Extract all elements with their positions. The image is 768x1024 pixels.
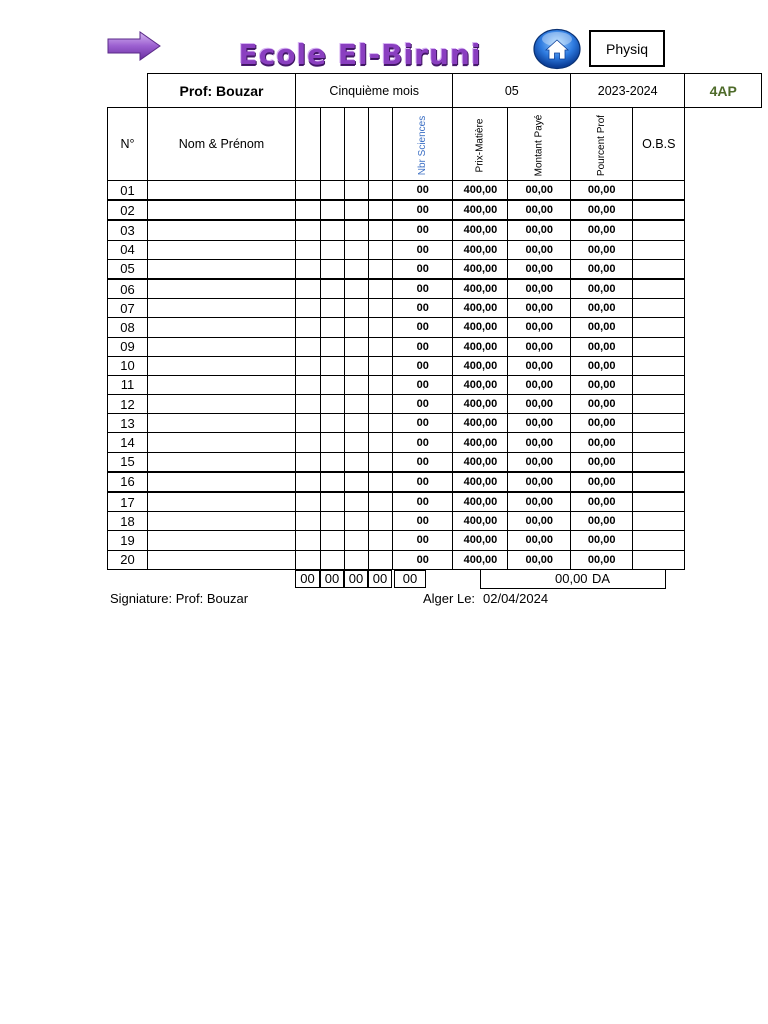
session-cell[interactable]	[345, 531, 369, 550]
amount-paid: 00,00	[508, 200, 571, 220]
session-cell[interactable]	[345, 452, 369, 472]
table-row	[108, 492, 762, 512]
prof-percent: 00,00	[571, 414, 633, 433]
session-cell[interactable]	[345, 433, 369, 452]
price: 400,00	[453, 414, 508, 433]
session-count: 00	[393, 395, 453, 414]
prof-percent: 00,00	[571, 299, 633, 318]
session-cell[interactable]	[369, 356, 393, 375]
row-number: 02	[108, 200, 148, 220]
prof-percent: 00,00	[571, 240, 633, 259]
col-sessions-label: Nbr Sciences	[417, 115, 429, 176]
session-cell[interactable]	[369, 492, 393, 512]
row-number: 07	[108, 299, 148, 318]
session-cell[interactable]	[321, 200, 345, 220]
session-cell[interactable]	[321, 318, 345, 337]
price: 400,00	[453, 356, 508, 375]
amount-paid: 00,00	[508, 472, 571, 492]
amount-paid: 00,00	[508, 318, 571, 337]
session-count: 00	[393, 240, 453, 259]
table-row	[108, 200, 762, 220]
obs-cell[interactable]	[633, 279, 685, 299]
amount-paid: 00,00	[508, 375, 571, 394]
obs-cell[interactable]	[633, 240, 685, 259]
session-cell[interactable]	[296, 414, 321, 433]
row-number: 15	[108, 452, 148, 472]
student-name-cell[interactable]	[148, 414, 296, 433]
amount-paid: 00,00	[508, 492, 571, 512]
table-row	[108, 181, 762, 201]
session-cell[interactable]	[321, 259, 345, 279]
total-currency: DA	[592, 571, 611, 586]
session-cell[interactable]	[369, 259, 393, 279]
session-cell[interactable]	[321, 395, 345, 414]
table-row	[108, 512, 762, 531]
obs-cell[interactable]	[633, 472, 685, 492]
session-cell[interactable]	[345, 200, 369, 220]
obs-cell[interactable]	[633, 414, 685, 433]
price: 400,00	[453, 512, 508, 531]
row-number: 16	[108, 472, 148, 492]
session-cell[interactable]	[321, 452, 345, 472]
obs-cell[interactable]	[633, 200, 685, 220]
price: 400,00	[453, 395, 508, 414]
col-sessions-count	[393, 108, 453, 181]
session-cell[interactable]	[345, 356, 369, 375]
session-cell[interactable]	[369, 299, 393, 318]
session-cell[interactable]	[345, 472, 369, 492]
row-number: 05	[108, 259, 148, 279]
table-row	[108, 220, 762, 240]
student-name-cell[interactable]	[148, 181, 296, 201]
table-row	[108, 318, 762, 337]
table-row	[108, 356, 762, 375]
student-name-cell[interactable]	[148, 356, 296, 375]
table-row	[108, 279, 762, 299]
session-cell[interactable]	[296, 472, 321, 492]
price: 400,00	[453, 531, 508, 550]
session-cell[interactable]	[296, 531, 321, 550]
session-count: 00	[393, 356, 453, 375]
price: 400,00	[453, 259, 508, 279]
session-count: 00	[393, 200, 453, 220]
price: 400,00	[453, 181, 508, 201]
session-cell[interactable]	[296, 452, 321, 472]
obs-cell[interactable]	[633, 356, 685, 375]
col-obs: O.B.S	[633, 108, 685, 181]
col-percent-label: Pourcent Prof	[596, 114, 608, 177]
price: 400,00	[453, 200, 508, 220]
session-cell[interactable]	[369, 512, 393, 531]
session-count: 00	[393, 375, 453, 394]
session-cell[interactable]	[321, 220, 345, 240]
session-cell[interactable]	[296, 395, 321, 414]
total-session-2: 00	[320, 570, 344, 588]
student-name-cell[interactable]	[148, 452, 296, 472]
session-count: 00	[393, 220, 453, 240]
session-cell[interactable]	[369, 550, 393, 569]
row-number: 12	[108, 395, 148, 414]
price: 400,00	[453, 337, 508, 356]
session-cell[interactable]	[296, 318, 321, 337]
row-number: 19	[108, 531, 148, 550]
session-cell[interactable]	[369, 318, 393, 337]
session-cell[interactable]	[296, 550, 321, 569]
session-cell[interactable]	[345, 395, 369, 414]
table-row	[108, 414, 762, 433]
amount-paid: 00,00	[508, 356, 571, 375]
session-cell[interactable]	[296, 375, 321, 394]
session-cell[interactable]	[321, 492, 345, 512]
signature: Signiature: Prof: Bouzar	[110, 591, 249, 606]
total-amount: 00,00	[555, 571, 588, 586]
prof-percent: 00,00	[571, 259, 633, 279]
row-number: 13	[108, 414, 148, 433]
student-name-cell[interactable]	[148, 299, 296, 318]
prof-percent: 00,00	[571, 279, 633, 299]
total-session-1: 00	[295, 570, 320, 588]
prof-percent: 00,00	[571, 337, 633, 356]
student-name-cell[interactable]	[148, 337, 296, 356]
amount-paid: 00,00	[508, 337, 571, 356]
col-paid-label: Montant Payé	[533, 114, 545, 177]
session-count: 00	[393, 452, 453, 472]
session-cell[interactable]	[369, 414, 393, 433]
obs-cell[interactable]	[633, 181, 685, 201]
col-name: Nom & Prénom	[148, 108, 296, 181]
session-cell[interactable]	[296, 220, 321, 240]
session-cell[interactable]	[369, 337, 393, 356]
row-number: 10	[108, 356, 148, 375]
col-session	[369, 108, 393, 181]
col-session	[296, 108, 321, 181]
table-row	[108, 472, 762, 492]
session-cell[interactable]	[321, 375, 345, 394]
row-number: 11	[108, 375, 148, 394]
obs-cell[interactable]	[633, 395, 685, 414]
session-cell[interactable]	[321, 531, 345, 550]
prof-percent: 00,00	[571, 550, 633, 569]
corner-cell	[108, 74, 148, 108]
prof-percent: 00,00	[571, 356, 633, 375]
obs-cell[interactable]	[633, 318, 685, 337]
table-row	[108, 337, 762, 356]
session-cell[interactable]	[296, 299, 321, 318]
student-name-cell[interactable]	[148, 200, 296, 220]
table-row	[108, 240, 762, 259]
row-number: 14	[108, 433, 148, 452]
row-number: 03	[108, 220, 148, 240]
session-cell[interactable]	[296, 492, 321, 512]
table-row	[108, 395, 762, 414]
session-cell[interactable]	[296, 181, 321, 201]
session-cell[interactable]	[345, 550, 369, 569]
session-count: 00	[393, 318, 453, 337]
student-name-cell[interactable]	[148, 220, 296, 240]
session-count: 00	[393, 492, 453, 512]
prof-percent: 00,00	[571, 375, 633, 394]
session-cell[interactable]	[345, 181, 369, 201]
obs-cell[interactable]	[633, 492, 685, 512]
prof-percent: 00,00	[571, 433, 633, 452]
amount-paid: 00,00	[508, 395, 571, 414]
session-cell[interactable]	[369, 220, 393, 240]
row-number: 08	[108, 318, 148, 337]
session-count: 00	[393, 337, 453, 356]
column-header-row	[108, 108, 762, 181]
prof-percent: 00,00	[571, 472, 633, 492]
table-row	[108, 550, 762, 569]
amount-paid: 00,00	[508, 531, 571, 550]
session-cell[interactable]	[296, 200, 321, 220]
prof-percent: 00,00	[571, 220, 633, 240]
amount-paid: 00,00	[508, 181, 571, 201]
school-title: Ecole El-Biruni	[238, 38, 482, 71]
table-row	[108, 452, 762, 472]
session-cell[interactable]	[321, 414, 345, 433]
prof-percent: 00,00	[571, 318, 633, 337]
price: 400,00	[453, 492, 508, 512]
session-cell[interactable]	[345, 337, 369, 356]
right-arrow-icon[interactable]	[106, 30, 162, 62]
amount-paid: 00,00	[508, 240, 571, 259]
obs-cell[interactable]	[633, 531, 685, 550]
session-cell[interactable]	[296, 433, 321, 452]
col-percent	[571, 108, 633, 181]
session-cell[interactable]	[321, 181, 345, 201]
prof-percent: 00,00	[571, 492, 633, 512]
row-number: 01	[108, 181, 148, 201]
obs-cell[interactable]	[633, 375, 685, 394]
student-name-cell[interactable]	[148, 433, 296, 452]
prof-percent: 00,00	[571, 200, 633, 220]
amount-paid: 00,00	[508, 259, 571, 279]
session-count: 00	[393, 433, 453, 452]
session-cell[interactable]	[321, 550, 345, 569]
session-cell[interactable]	[369, 395, 393, 414]
session-count: 00	[393, 531, 453, 550]
price: 400,00	[453, 375, 508, 394]
session-cell[interactable]	[296, 337, 321, 356]
place-label: Alger Le:	[423, 591, 476, 606]
price: 400,00	[453, 240, 508, 259]
session-cell[interactable]	[296, 259, 321, 279]
prof-name: Prof: Bouzar	[148, 74, 296, 108]
session-count: 00	[393, 414, 453, 433]
subject-box: Physiq	[589, 30, 665, 67]
price: 400,00	[453, 472, 508, 492]
obs-cell[interactable]	[633, 512, 685, 531]
price: 400,00	[453, 220, 508, 240]
session-cell[interactable]	[321, 337, 345, 356]
student-name-cell[interactable]	[148, 240, 296, 259]
student-rows	[108, 181, 762, 570]
student-name-cell[interactable]	[148, 492, 296, 512]
row-number: 09	[108, 337, 148, 356]
session-cell[interactable]	[321, 279, 345, 299]
obs-cell[interactable]	[633, 550, 685, 569]
session-count: 00	[393, 259, 453, 279]
session-cell[interactable]	[345, 492, 369, 512]
price: 400,00	[453, 433, 508, 452]
obs-cell[interactable]	[633, 337, 685, 356]
session-count: 00	[393, 181, 453, 201]
session-cell[interactable]	[369, 472, 393, 492]
total-session-4: 00	[368, 570, 392, 588]
amount-paid: 00,00	[508, 220, 571, 240]
student-name-cell[interactable]	[148, 375, 296, 394]
session-cell[interactable]	[321, 356, 345, 375]
session-cell[interactable]	[369, 181, 393, 201]
session-cell[interactable]	[345, 512, 369, 531]
session-count: 00	[393, 299, 453, 318]
total-amount-box	[480, 569, 666, 589]
session-cell[interactable]	[345, 299, 369, 318]
session-count: 00	[393, 472, 453, 492]
row-number: 18	[108, 512, 148, 531]
session-cell[interactable]	[369, 279, 393, 299]
prof-percent: 00,00	[571, 531, 633, 550]
price: 400,00	[453, 452, 508, 472]
price: 400,00	[453, 550, 508, 569]
date: 02/04/2024	[483, 591, 549, 606]
col-price-label: Prix-Matière	[474, 118, 486, 173]
col-paid	[508, 108, 571, 181]
class-level: 4AP	[685, 74, 762, 108]
table-row	[108, 433, 762, 452]
session-cell[interactable]	[345, 220, 369, 240]
row-number: 06	[108, 279, 148, 299]
session-cell[interactable]	[296, 356, 321, 375]
session-cell[interactable]	[321, 433, 345, 452]
prof-percent: 00,00	[571, 395, 633, 414]
school-year: 2023-2024	[571, 74, 685, 108]
session-cell[interactable]	[321, 472, 345, 492]
session-count: 00	[393, 550, 453, 569]
total-session-3: 00	[344, 570, 368, 588]
obs-cell[interactable]	[633, 220, 685, 240]
prof-percent: 00,00	[571, 512, 633, 531]
session-cell[interactable]	[369, 375, 393, 394]
col-price	[453, 108, 508, 181]
session-cell[interactable]	[369, 240, 393, 259]
session-cell[interactable]	[296, 279, 321, 299]
attendance-table	[107, 73, 762, 570]
student-name-cell[interactable]	[148, 279, 296, 299]
amount-paid: 00,00	[508, 512, 571, 531]
row-number: 04	[108, 240, 148, 259]
session-cell[interactable]	[345, 259, 369, 279]
session-count: 00	[393, 279, 453, 299]
row-number: 20	[108, 550, 148, 569]
student-name-cell[interactable]	[148, 318, 296, 337]
col-number: N°	[108, 108, 148, 181]
session-cell[interactable]	[345, 240, 369, 259]
col-session	[345, 108, 369, 181]
home-icon[interactable]	[532, 28, 582, 70]
table-row	[108, 299, 762, 318]
session-cell[interactable]	[296, 512, 321, 531]
session-count: 00	[393, 512, 453, 531]
col-session	[321, 108, 345, 181]
table-row	[108, 375, 762, 394]
prof-percent: 00,00	[571, 452, 633, 472]
session-cell[interactable]	[321, 512, 345, 531]
session-cell[interactable]	[321, 299, 345, 318]
student-name-cell[interactable]	[148, 395, 296, 414]
month-label: Cinquième mois	[296, 74, 453, 108]
student-name-cell[interactable]	[148, 259, 296, 279]
amount-paid: 00,00	[508, 279, 571, 299]
session-cell[interactable]	[369, 531, 393, 550]
amount-paid: 00,00	[508, 414, 571, 433]
obs-cell[interactable]	[633, 433, 685, 452]
session-cell[interactable]	[345, 279, 369, 299]
student-name-cell[interactable]	[148, 550, 296, 569]
session-cell[interactable]	[321, 240, 345, 259]
student-name-cell[interactable]	[148, 472, 296, 492]
month-number: 05	[453, 74, 571, 108]
session-cell[interactable]	[369, 433, 393, 452]
amount-paid: 00,00	[508, 299, 571, 318]
session-cell[interactable]	[345, 375, 369, 394]
obs-cell[interactable]	[633, 259, 685, 279]
session-cell[interactable]	[369, 452, 393, 472]
student-name-cell[interactable]	[148, 531, 296, 550]
prof-percent: 00,00	[571, 181, 633, 201]
table-row	[108, 531, 762, 550]
obs-cell[interactable]	[633, 299, 685, 318]
session-cell[interactable]	[345, 414, 369, 433]
amount-paid: 00,00	[508, 452, 571, 472]
total-count: 00	[394, 570, 426, 588]
amount-paid: 00,00	[508, 433, 571, 452]
session-cell[interactable]	[369, 200, 393, 220]
price: 400,00	[453, 299, 508, 318]
student-name-cell[interactable]	[148, 512, 296, 531]
price: 400,00	[453, 318, 508, 337]
info-row	[108, 74, 762, 108]
row-number: 17	[108, 492, 148, 512]
session-cell[interactable]	[345, 318, 369, 337]
obs-cell[interactable]	[633, 452, 685, 472]
session-cell[interactable]	[296, 240, 321, 259]
price: 400,00	[453, 279, 508, 299]
table-row	[108, 259, 762, 279]
amount-paid: 00,00	[508, 550, 571, 569]
